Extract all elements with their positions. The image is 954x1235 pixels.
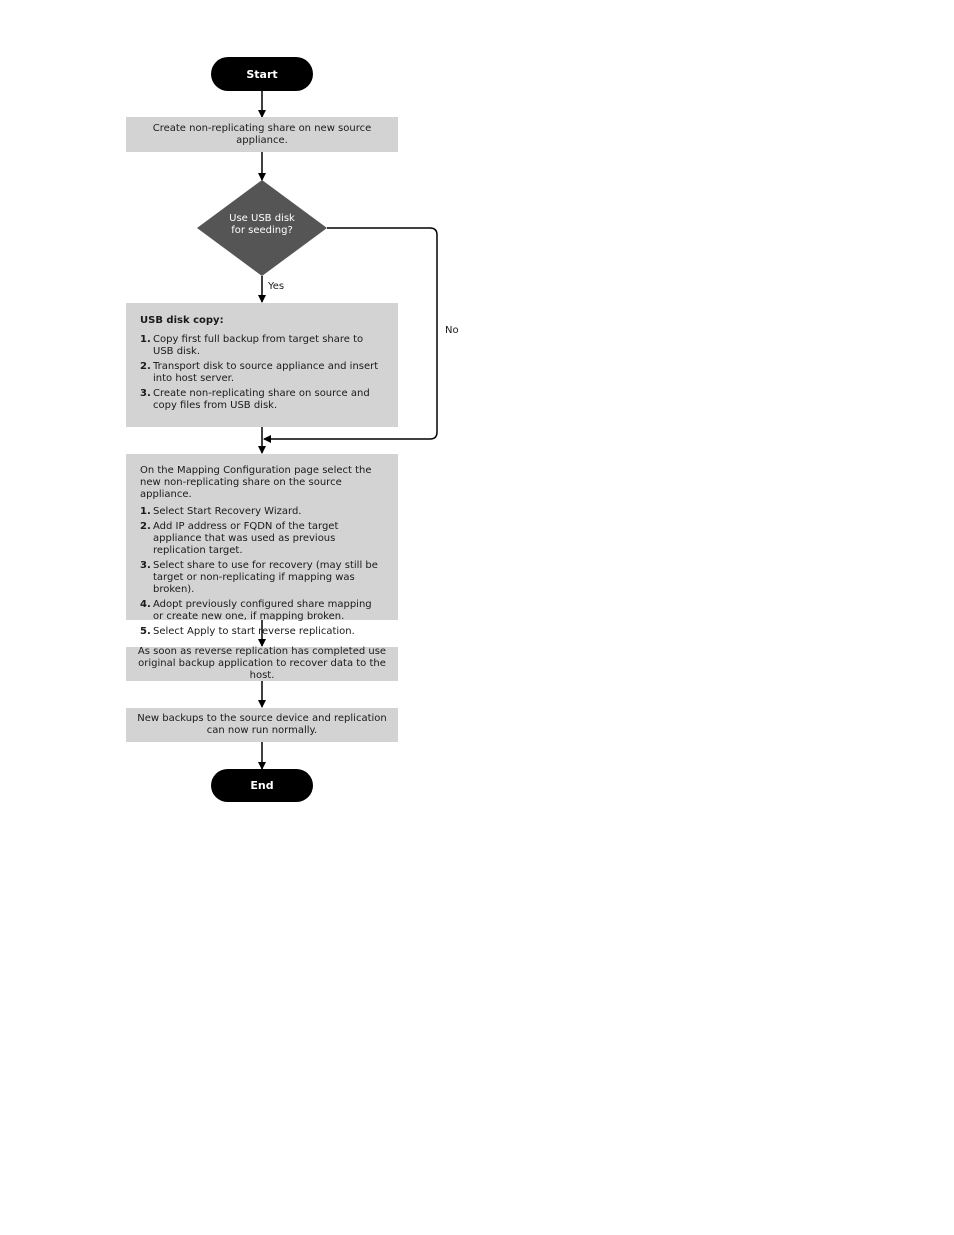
start-terminal [211, 57, 313, 91]
list-item [140, 599, 384, 623]
edge-label-yes: Yes [268, 281, 285, 292]
decision-label [212, 213, 312, 237]
usb-copy-box [126, 303, 398, 427]
list-item-number: 1. [140, 506, 151, 517]
list-item [140, 334, 384, 358]
list-item-number: 3. [140, 388, 151, 399]
list-item-text: Adopt previously configured share mapping or create new one, if mapping broken. [153, 599, 372, 622]
list-item-number: 3. [140, 560, 151, 571]
step-recover-text: As soon as reverse replication has completed use original backup application to recover data to the host. [137, 646, 387, 681]
list-item-text: Copy first full backup from target share to USB disk. [153, 334, 364, 357]
list-item-number: 4. [140, 599, 151, 610]
start-label: Start [246, 67, 278, 81]
list-item-number: 1. [140, 334, 151, 345]
list-item-text: Select Start Recovery Wizard. [153, 506, 302, 517]
decision-line-2: for seeding? [231, 225, 293, 236]
list-item-text: Transport disk to source appliance and insert into host server. [153, 361, 379, 384]
mapping-intro: On the Mapping Configuration page select the new non-replicating share on the source appliance. [140, 465, 372, 500]
decision-line-1: Use USB disk [229, 213, 295, 224]
usb-copy-heading: USB disk copy: [140, 315, 224, 326]
step-create-share [126, 117, 398, 152]
list-item-text: Add IP address or FQDN of the target appliance that was used as previous replication target. [153, 521, 339, 556]
mapping-box [126, 454, 398, 637]
step-recover [126, 647, 398, 681]
list-item [140, 521, 384, 557]
step-normal [126, 708, 398, 742]
list-item [140, 506, 384, 518]
list-item [140, 388, 384, 412]
list-item-number: 2. [140, 521, 151, 532]
step-normal-text: New backups to the source device and replication can now run normally. [137, 713, 387, 736]
usb-copy-list [140, 334, 384, 412]
list-item [140, 560, 384, 596]
step-create-share-text: Create non-replicating share on new source appliance. [152, 122, 372, 146]
list-item-text: Select Apply to start reverse replication. [153, 626, 355, 637]
list-item-number: 2. [140, 361, 151, 372]
list-item [140, 361, 384, 385]
list-item [140, 626, 384, 638]
mapping-list [140, 506, 384, 638]
list-item-number: 5. [140, 626, 151, 637]
edge-label-no: No [445, 325, 459, 336]
end-terminal [211, 769, 313, 802]
list-item-text: Select share to use for recovery (may still be target or non-replicating if mapping was broken). [153, 560, 378, 595]
end-label: End [250, 779, 274, 792]
list-item-text: Create non-replicating share on source and copy files from USB disk. [153, 388, 370, 411]
